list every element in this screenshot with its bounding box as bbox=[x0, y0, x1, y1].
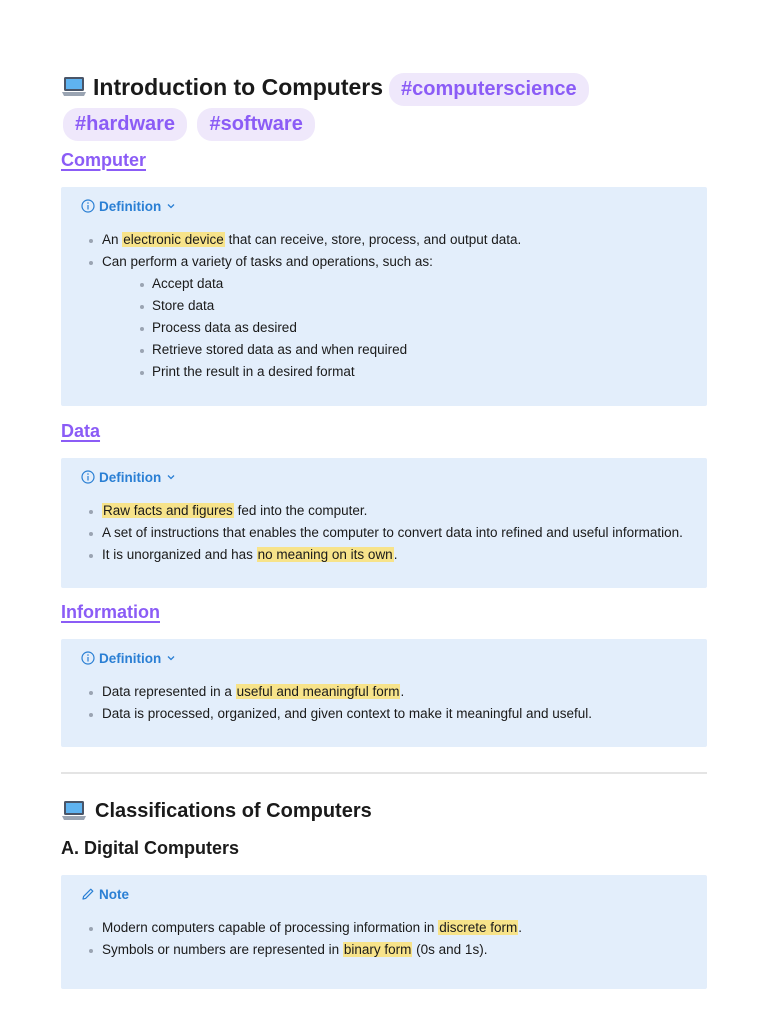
pencil-icon bbox=[81, 887, 95, 901]
list-item: Data represented in a useful and meaningful form. bbox=[81, 681, 687, 703]
laptop-emoji-icon bbox=[61, 800, 87, 822]
highlight: electronic device bbox=[123, 232, 224, 247]
highlight: binary form bbox=[343, 942, 412, 957]
definition-callout-information bbox=[61, 639, 707, 747]
sub-list-item: Store data bbox=[102, 295, 687, 317]
list-item: Modern computers capable of processing information in discrete form. bbox=[81, 917, 687, 939]
note-callout bbox=[61, 875, 707, 989]
tag-computerscience[interactable]: #computerscience bbox=[389, 73, 589, 106]
sub-list-item: Process data as desired bbox=[102, 317, 687, 339]
highlight: no meaning on its own bbox=[257, 547, 393, 562]
callout-label: Note bbox=[99, 886, 129, 902]
highlight: discrete form bbox=[439, 920, 518, 935]
page-title-text: Introduction to Computers bbox=[93, 74, 384, 100]
callout-label: Definition bbox=[99, 198, 162, 214]
term-link-computer[interactable]: Computer bbox=[61, 150, 146, 170]
info-icon bbox=[81, 651, 95, 665]
section-heading: Classifications of Computers bbox=[61, 798, 707, 824]
list-item: A set of instructions that enables the computer to convert data into refined and useful information. bbox=[81, 522, 687, 544]
subsection-heading: A. Digital Computers bbox=[61, 838, 240, 858]
term-link-information[interactable]: Information bbox=[61, 602, 160, 622]
callout-toggle[interactable] bbox=[81, 197, 687, 215]
tag-software[interactable]: #software bbox=[197, 108, 314, 141]
highlight: useful and meaningful form bbox=[236, 684, 400, 699]
tag-hardware[interactable]: #hardware bbox=[63, 108, 187, 141]
list-item: Symbols or numbers are represented in binary form (0s and 1s). bbox=[81, 939, 687, 961]
list-item: Raw facts and figures fed into the computer. bbox=[81, 500, 687, 522]
callout-toggle[interactable] bbox=[81, 468, 687, 486]
laptop-emoji-icon bbox=[61, 76, 87, 98]
sub-list-item: Print the result in a desired format bbox=[102, 361, 687, 383]
list-item: An electronic device that can receive, store, process, and output data. bbox=[81, 229, 687, 251]
page-title bbox=[61, 72, 707, 142]
callout-header bbox=[81, 885, 687, 903]
section-divider bbox=[61, 772, 707, 774]
chevron-down-icon bbox=[166, 653, 176, 663]
definition-callout-data bbox=[61, 458, 707, 588]
callout-label: Definition bbox=[99, 650, 162, 666]
chevron-down-icon bbox=[166, 201, 176, 211]
highlight: Raw facts and figures bbox=[103, 503, 233, 518]
callout-label: Definition bbox=[99, 469, 162, 485]
info-icon bbox=[81, 470, 95, 484]
sub-list-item: Accept data bbox=[102, 273, 687, 295]
info-icon bbox=[81, 199, 95, 213]
chevron-down-icon bbox=[166, 472, 176, 482]
list-item: It is unorganized and has no meaning on its own. bbox=[81, 544, 687, 566]
term-link-data[interactable]: Data bbox=[61, 421, 101, 441]
callout-toggle[interactable] bbox=[81, 649, 687, 667]
list-item: Can perform a variety of tasks and operations, such as: Accept data Store data Process data as desired Retrieve stored data as and when required Print the result in a desired format bbox=[81, 251, 687, 383]
sub-list-item: Retrieve stored data as and when required bbox=[102, 339, 687, 361]
definition-callout-computer bbox=[61, 187, 707, 406]
document bbox=[61, 72, 707, 989]
list-item: Data is processed, organized, and given context to make it meaningful and useful. bbox=[81, 703, 687, 725]
